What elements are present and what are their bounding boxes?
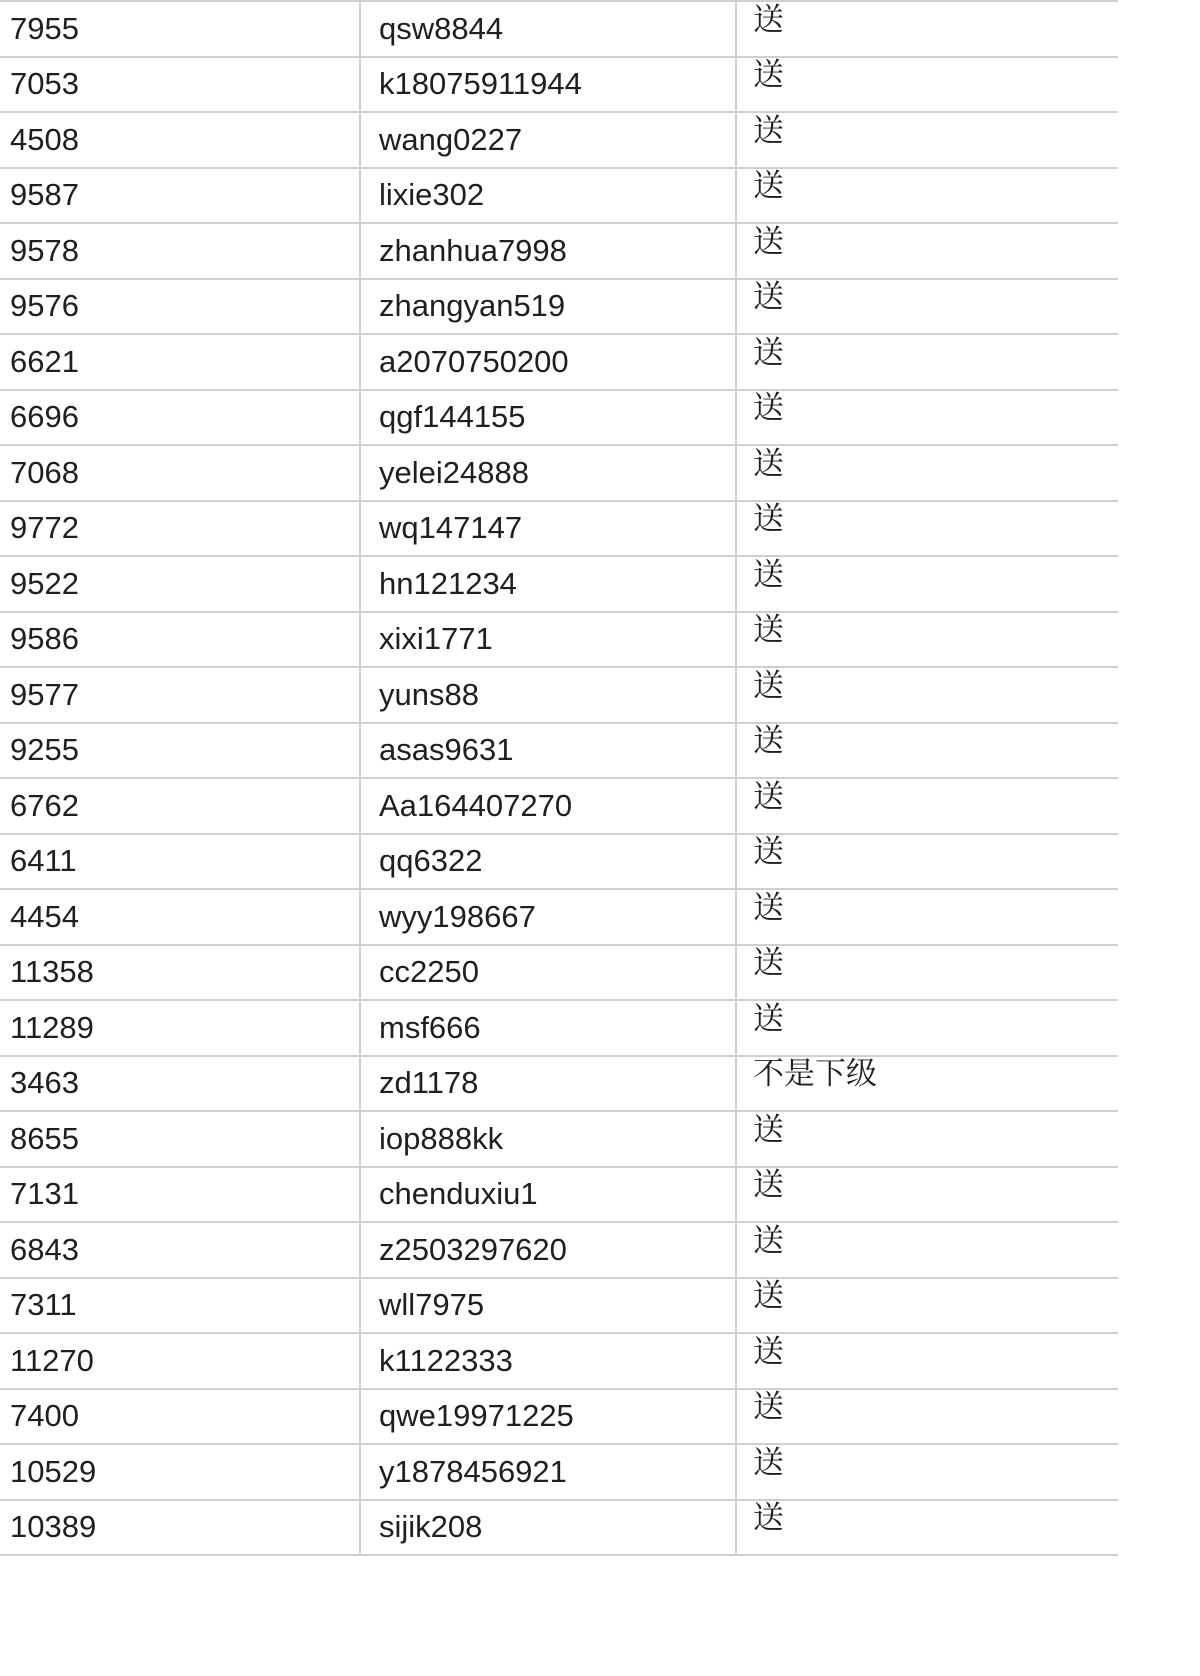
cell-id[interactable] — [0, 556, 360, 612]
cell-status[interactable] — [736, 723, 1118, 779]
cell-status[interactable] — [736, 1500, 1118, 1556]
status-value: 送 — [753, 612, 784, 648]
id-value: 7955 — [10, 10, 79, 46]
id-value: 4508 — [10, 121, 79, 157]
cell-id[interactable] — [0, 445, 360, 501]
status-value: 送 — [753, 1167, 784, 1203]
username-value: zhangyan519 — [379, 288, 566, 324]
id-value: 10529 — [10, 1453, 97, 1489]
cell-username[interactable] — [360, 501, 736, 557]
cell-id[interactable] — [0, 1500, 360, 1556]
id-value: 9578 — [10, 232, 79, 268]
username-value: lixie302 — [379, 177, 485, 213]
id-value: 7053 — [10, 66, 79, 102]
cell-id[interactable] — [0, 945, 360, 1001]
id-value: 6411 — [10, 843, 77, 879]
cell-status[interactable] — [736, 1333, 1118, 1389]
cell-status[interactable] — [736, 501, 1118, 557]
cell-username[interactable] — [360, 1500, 736, 1556]
cell-username[interactable] — [360, 1389, 736, 1445]
username-value: wq147147 — [379, 510, 523, 546]
status-value: 送 — [753, 667, 784, 703]
cell-username[interactable] — [360, 556, 736, 612]
cell-status[interactable] — [736, 556, 1118, 612]
table-row[interactable] — [0, 1389, 1118, 1445]
cell-id[interactable] — [0, 223, 360, 279]
id-value: 4454 — [10, 898, 79, 934]
username-value: zhanhua7998 — [379, 232, 567, 268]
cell-status[interactable] — [736, 168, 1118, 224]
username-value: xixi1771 — [379, 621, 493, 657]
cell-id[interactable] — [0, 1278, 360, 1334]
cell-username[interactable] — [360, 945, 736, 1001]
cell-status[interactable] — [736, 1, 1118, 57]
id-value: 11358 — [10, 954, 94, 990]
cell-username[interactable] — [360, 168, 736, 224]
cell-status[interactable] — [736, 1111, 1118, 1167]
status-value: 送 — [753, 1, 784, 37]
username-value: k18075911944 — [379, 66, 582, 102]
cell-username[interactable] — [360, 667, 736, 723]
table-row[interactable] — [0, 667, 1118, 723]
username-value: zd1178 — [379, 1065, 479, 1101]
cell-id[interactable] — [0, 1444, 360, 1500]
cell-status[interactable] — [736, 1167, 1118, 1223]
status-value: 送 — [753, 1333, 784, 1369]
status-value: 送 — [753, 334, 784, 370]
table-row[interactable] — [0, 279, 1118, 335]
id-value: 7311 — [10, 1287, 77, 1323]
table-row[interactable] — [0, 57, 1118, 113]
table-row[interactable] — [0, 1500, 1118, 1556]
cell-username[interactable] — [360, 57, 736, 113]
status-value: 不是下级 — [753, 1056, 877, 1092]
id-value: 3463 — [10, 1065, 79, 1101]
cell-status[interactable] — [736, 1444, 1118, 1500]
cell-status[interactable] — [736, 112, 1118, 168]
cell-status[interactable] — [736, 1056, 1118, 1112]
id-value: 9255 — [10, 732, 79, 768]
cell-username[interactable] — [360, 279, 736, 335]
username-value: Aa164407270 — [379, 787, 573, 823]
username-value: z2503297620 — [379, 1231, 567, 1267]
cell-status[interactable] — [736, 1222, 1118, 1278]
username-value: hn121234 — [379, 565, 517, 601]
cell-id[interactable] — [0, 834, 360, 890]
id-value: 7400 — [10, 1398, 79, 1434]
username-value: yuns88 — [379, 676, 479, 712]
status-value: 送 — [753, 501, 784, 537]
username-value: sijik208 — [379, 1509, 483, 1545]
username-value: qsw8844 — [379, 10, 504, 46]
id-value: 6762 — [10, 787, 79, 823]
table-row[interactable] — [0, 834, 1118, 890]
cell-username[interactable] — [360, 1444, 736, 1500]
table-row[interactable] — [0, 945, 1118, 1001]
cell-id[interactable] — [0, 1, 360, 57]
id-value: 11270 — [10, 1342, 94, 1378]
cell-username[interactable] — [360, 445, 736, 501]
cell-id[interactable] — [0, 778, 360, 834]
cell-id[interactable] — [0, 334, 360, 390]
cell-id[interactable] — [0, 1056, 360, 1112]
status-value: 送 — [753, 778, 784, 814]
table-row[interactable] — [0, 1222, 1118, 1278]
table-row[interactable] — [0, 112, 1118, 168]
cell-id[interactable] — [0, 390, 360, 446]
cell-username[interactable] — [360, 1000, 736, 1056]
status-value: 送 — [753, 223, 784, 259]
table-row[interactable] — [0, 445, 1118, 501]
username-value: k1122333 — [379, 1342, 513, 1378]
id-value: 9586 — [10, 621, 79, 657]
cell-username[interactable] — [360, 1, 736, 57]
username-value: a2070750200 — [379, 343, 569, 379]
cell-status[interactable] — [736, 889, 1118, 945]
id-value: 10389 — [10, 1509, 97, 1545]
status-value: 送 — [753, 445, 784, 481]
cell-status[interactable] — [736, 834, 1118, 890]
cell-status[interactable] — [736, 1000, 1118, 1056]
cell-status[interactable] — [736, 390, 1118, 446]
id-value: 6696 — [10, 399, 79, 435]
id-value: 9522 — [10, 565, 79, 601]
cell-status[interactable] — [736, 1389, 1118, 1445]
cell-id[interactable] — [0, 112, 360, 168]
table-row[interactable] — [0, 612, 1118, 668]
status-value: 送 — [753, 1500, 784, 1536]
status-value: 送 — [753, 723, 784, 759]
username-value: wll7975 — [379, 1287, 485, 1323]
cell-id[interactable] — [0, 1222, 360, 1278]
table-row[interactable] — [0, 889, 1118, 945]
username-value: y1878456921 — [379, 1453, 567, 1489]
cell-username[interactable] — [360, 1278, 736, 1334]
status-value: 送 — [753, 112, 784, 148]
cell-status[interactable] — [736, 223, 1118, 279]
id-value: 8655 — [10, 1120, 79, 1156]
username-value: asas9631 — [379, 732, 514, 768]
table-row[interactable] — [0, 1, 1118, 57]
cell-id[interactable] — [0, 501, 360, 557]
cell-id[interactable] — [0, 612, 360, 668]
cell-id[interactable] — [0, 1000, 360, 1056]
table-row[interactable] — [0, 334, 1118, 390]
cell-username[interactable] — [360, 112, 736, 168]
cell-status[interactable] — [736, 1278, 1118, 1334]
status-value: 送 — [753, 279, 784, 315]
cell-username[interactable] — [360, 1056, 736, 1112]
table-row[interactable] — [0, 1111, 1118, 1167]
status-value: 送 — [753, 1444, 784, 1480]
cell-username[interactable] — [360, 612, 736, 668]
cell-username[interactable] — [360, 1333, 736, 1389]
username-value: cc2250 — [379, 954, 479, 990]
cell-status[interactable] — [736, 612, 1118, 668]
table-row[interactable] — [0, 1333, 1118, 1389]
table-row[interactable] — [0, 168, 1118, 224]
status-value: 送 — [753, 168, 784, 204]
id-value: 9576 — [10, 288, 79, 324]
table-row[interactable] — [0, 1444, 1118, 1500]
cell-username[interactable] — [360, 1167, 736, 1223]
cell-username[interactable] — [360, 390, 736, 446]
status-value: 送 — [753, 945, 784, 981]
cell-username[interactable] — [360, 1111, 736, 1167]
id-value: 9587 — [10, 177, 79, 213]
cell-id[interactable] — [0, 279, 360, 335]
status-value: 送 — [753, 556, 784, 592]
cell-id[interactable] — [0, 667, 360, 723]
table-row[interactable] — [0, 723, 1118, 779]
status-value: 送 — [753, 889, 784, 925]
table-row[interactable] — [0, 1000, 1118, 1056]
table-row[interactable] — [0, 1167, 1118, 1223]
table-row[interactable] — [0, 223, 1118, 279]
cell-status[interactable] — [736, 945, 1118, 1001]
id-value: 11289 — [10, 1009, 94, 1045]
status-value: 送 — [753, 1389, 784, 1425]
cell-status[interactable] — [736, 279, 1118, 335]
id-value: 7131 — [10, 1176, 79, 1212]
status-value: 送 — [753, 1222, 784, 1258]
cell-username[interactable] — [360, 889, 736, 945]
username-value: iop888kk — [379, 1120, 504, 1156]
username-value: wyy198667 — [379, 898, 536, 934]
username-value: chenduxiu1 — [379, 1176, 538, 1212]
id-value: 6621 — [10, 343, 79, 379]
cell-id[interactable] — [0, 1333, 360, 1389]
table-row[interactable] — [0, 778, 1118, 834]
cell-id[interactable] — [0, 723, 360, 779]
username-value: wang0227 — [379, 121, 523, 157]
username-value: yelei24888 — [379, 454, 529, 490]
id-value: 7068 — [10, 454, 79, 490]
username-value: qwe19971225 — [379, 1398, 574, 1434]
cell-status[interactable] — [736, 334, 1118, 390]
cell-status[interactable] — [736, 667, 1118, 723]
cell-username[interactable] — [360, 834, 736, 890]
id-value: 6843 — [10, 1231, 79, 1267]
cell-username[interactable] — [360, 723, 736, 779]
status-value: 送 — [753, 1000, 784, 1036]
status-value: 送 — [753, 1111, 784, 1147]
table-body — [0, 1, 1118, 1555]
status-value: 送 — [753, 1278, 784, 1314]
table-row[interactable] — [0, 1056, 1118, 1112]
cell-status[interactable] — [736, 57, 1118, 113]
cell-id[interactable] — [0, 889, 360, 945]
cell-status[interactable] — [736, 778, 1118, 834]
status-value: 送 — [753, 57, 784, 93]
table-row[interactable] — [0, 390, 1118, 446]
username-value: qq6322 — [379, 843, 483, 879]
status-value: 送 — [753, 390, 784, 426]
id-value: 9772 — [10, 510, 79, 546]
table-row[interactable] — [0, 556, 1118, 612]
cell-username[interactable] — [360, 778, 736, 834]
cell-status[interactable] — [736, 445, 1118, 501]
cell-id[interactable] — [0, 1111, 360, 1167]
username-value: qgf144155 — [379, 399, 526, 435]
table-row[interactable] — [0, 501, 1118, 557]
cell-username[interactable] — [360, 334, 736, 390]
table-row[interactable] — [0, 1278, 1118, 1334]
username-value: msf666 — [379, 1009, 481, 1045]
cell-id[interactable] — [0, 168, 360, 224]
cell-username[interactable] — [360, 1222, 736, 1278]
cell-id[interactable] — [0, 57, 360, 113]
cell-id[interactable] — [0, 1389, 360, 1445]
cell-id[interactable] — [0, 1167, 360, 1223]
cell-username[interactable] — [360, 223, 736, 279]
id-value: 9577 — [10, 676, 79, 712]
status-value: 送 — [753, 834, 784, 870]
